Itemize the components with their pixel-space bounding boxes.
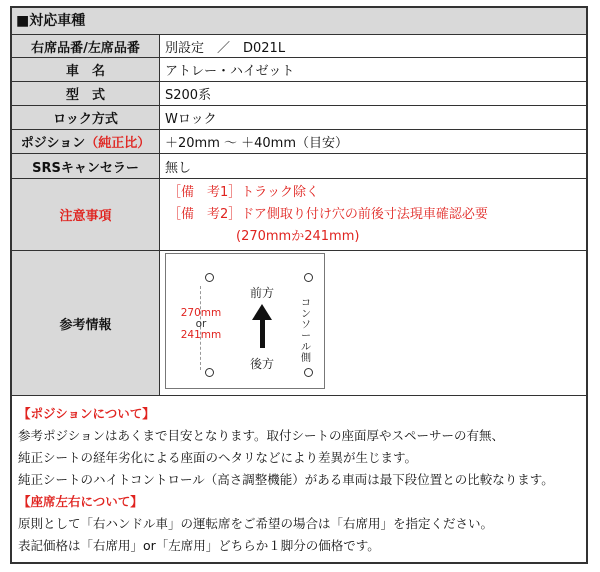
- mounting-diagram: [165, 253, 325, 389]
- reference-value: [160, 251, 586, 395]
- part-no-value: 別設定 ／ D021L: [165, 40, 286, 56]
- lock-label: ロック方式: [12, 106, 160, 129]
- console-char: コ: [301, 298, 311, 309]
- dimension-value-1: 270mm: [180, 307, 222, 319]
- info-section: [18, 403, 584, 557]
- row-reference: [12, 251, 586, 396]
- rear-label: 後方: [250, 357, 275, 371]
- hole-rear-right: [304, 368, 313, 377]
- row-car-name: [12, 58, 586, 82]
- row-position: [12, 130, 586, 154]
- position-label-paren: （純正比）: [85, 136, 151, 151]
- seat-line-1: 原則として「右ハンドル車」の運転席をご希望の場合は「右席用」を指定ください。: [18, 516, 494, 531]
- console-char: ソ: [301, 320, 311, 331]
- console-char: ル: [301, 342, 311, 353]
- model-label: 型 式: [12, 82, 160, 105]
- dimension-or: or: [195, 318, 207, 330]
- notes-value: [160, 179, 586, 250]
- car-name-label: 車 名: [12, 58, 160, 81]
- row-model: [12, 82, 586, 106]
- front-label: 前方: [250, 286, 275, 300]
- position-line-2: 純正シートの経年劣化による座面のヘタリなどにより差異が生じます。: [18, 450, 418, 465]
- console-char: 側: [301, 353, 311, 364]
- srs-value: 無し: [165, 160, 192, 176]
- console-char: ー: [301, 331, 311, 342]
- position-heading: 【ポジションについて】: [18, 406, 155, 421]
- seat-heading: 【座席左右について】: [18, 494, 143, 509]
- seat-line-2: 表記価格は「右席用」or「左席用」どちらか１脚分の価格です。: [18, 538, 380, 553]
- model-value: S200系: [165, 88, 212, 103]
- notes-label: 注意事項: [12, 179, 160, 250]
- spec-table: [10, 6, 588, 564]
- arrow-shaft: [260, 318, 265, 348]
- row-srs: [12, 154, 586, 179]
- srs-label: SRSキャンセラー: [12, 154, 160, 178]
- dimension-value-2: 241mm: [180, 329, 222, 341]
- console-char: ン: [301, 309, 311, 320]
- console-side-label: [300, 298, 312, 364]
- position-line-3: 純正シートのハイトコントロール（高さ調整機能）がある車両は最下段位置との比較なります。: [18, 472, 554, 487]
- part-no-label: 右席品番/左席品番: [12, 35, 160, 57]
- dimension-label: [174, 308, 228, 341]
- position-value: ＋20mm 〜 ＋40mm（目安）: [165, 136, 349, 151]
- car-name-value: アトレー・ハイゼット: [165, 64, 295, 79]
- note-line-3: (270mmか241mm): [236, 228, 360, 244]
- row-notes: [12, 179, 586, 251]
- position-label-main: ポジション: [20, 136, 86, 151]
- hole-front-left: [205, 273, 214, 282]
- position-line-1: 参考ポジションはあくまで目安となります。取付シートの座面厚やスペーサーの有無、: [18, 428, 504, 443]
- row-part-no: [12, 35, 586, 58]
- note-line-2: ［備 考2］ドア側取り付け穴の前後寸法現車確認必要: [168, 206, 488, 222]
- row-lock: [12, 106, 586, 130]
- section-title: ■対応車種: [12, 8, 586, 35]
- note-line-1: ［備 考1］トラック除く: [168, 184, 320, 200]
- position-label: [12, 130, 160, 153]
- hole-rear-left: [205, 368, 214, 377]
- hole-front-right: [304, 273, 313, 282]
- lock-value: Wロック: [165, 112, 217, 127]
- reference-label: 参考情報: [12, 251, 160, 395]
